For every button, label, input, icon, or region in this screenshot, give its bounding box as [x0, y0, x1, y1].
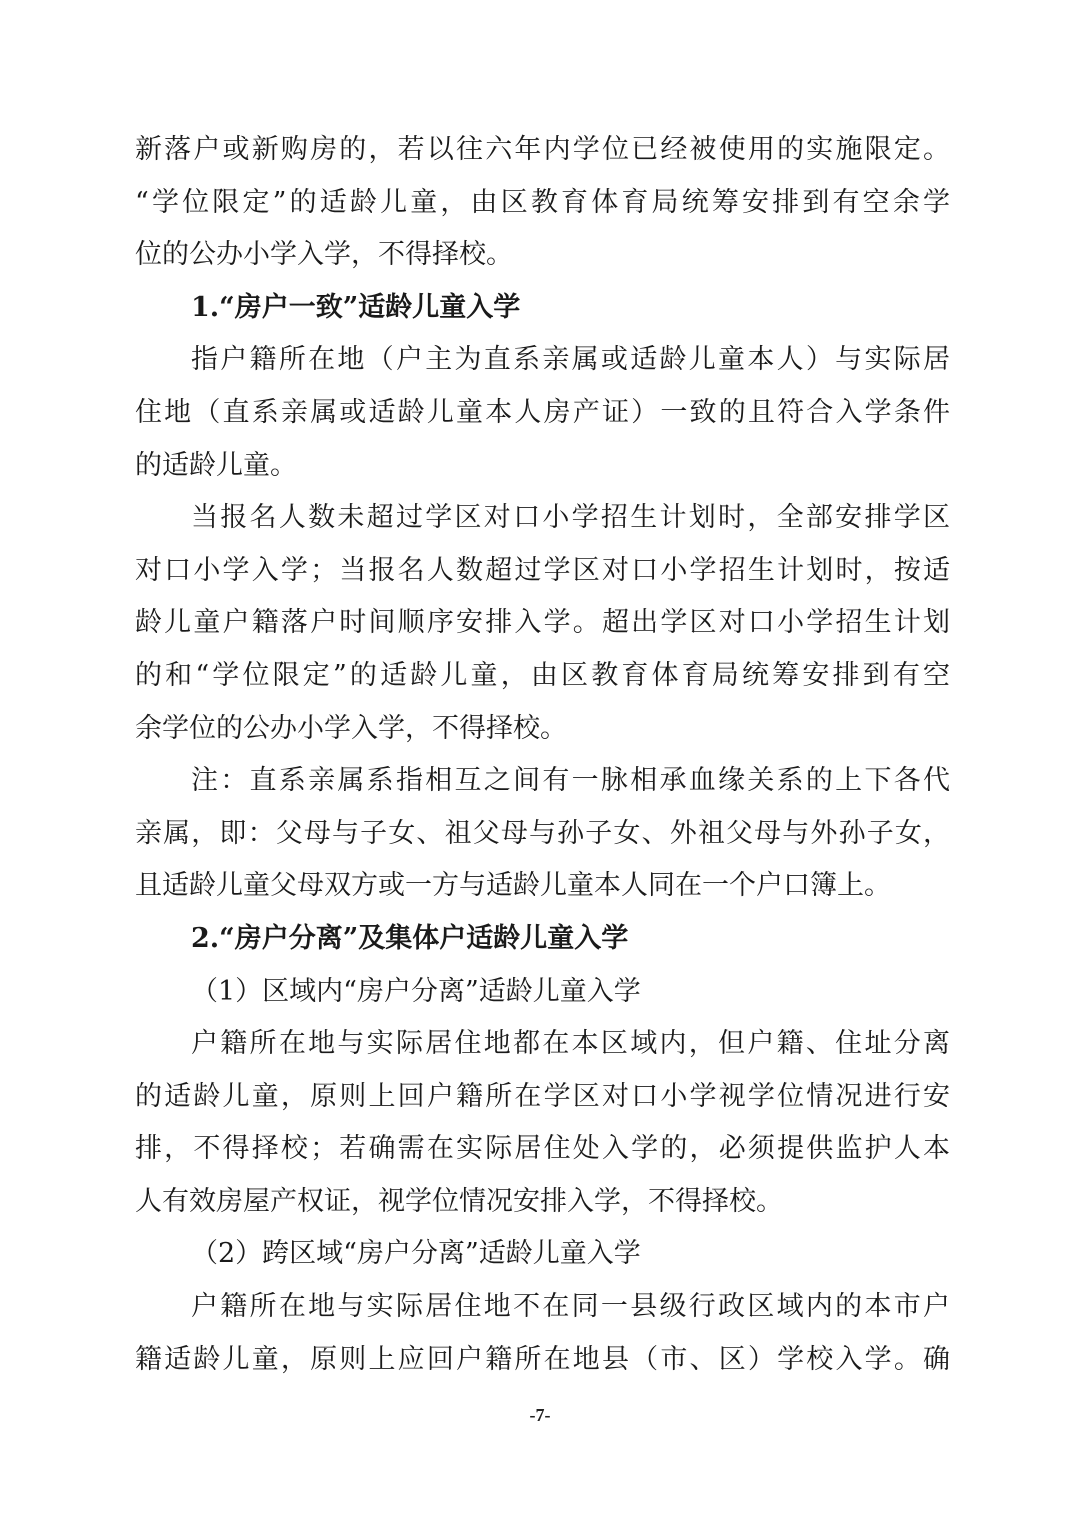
text-line: 户籍所在地与实际居住地都在本区域内，但户籍、住址分离: [191, 1028, 950, 1060]
text-line: 余学位的公办小学入学，不得择校。: [135, 712, 567, 744]
text-line: 且适龄儿童父母双方或一方与适龄儿童本人同在一个户口簿上。: [135, 870, 891, 902]
text-line: 籍适龄儿童，原则上应回户籍所在地县（市、区）学校入学。确: [135, 1343, 950, 1375]
text-line: “学位限定”的适龄儿童，由区教育体育局统筹安排到有空余学: [135, 186, 950, 218]
text-line: 龄儿童户籍落户时间顺序安排入学。超出学区对口小学招生计划: [135, 607, 950, 639]
text-line: 排，不得择校；若确需在实际居住处入学的，必须提供监护人本: [135, 1133, 950, 1165]
text-line: 亲属，即：父母与子女、祖父母与孙子女、外祖父母与外孙子女，: [135, 817, 950, 849]
text-line: 的适龄儿童，原则上回户籍所在学区对口小学视学位情况进行安: [135, 1080, 950, 1112]
document-body: [135, 124, 950, 1386]
text-line: 指户籍所在地（户主为直系亲属或适龄儿童本人）与实际居: [191, 344, 950, 376]
page-number: -7-: [529, 1405, 551, 1425]
text-line: 的和“学位限定”的适龄儿童，由区教育体育局统筹安排到有空: [135, 659, 950, 691]
text-line: 注：直系亲属系指相互之间有一脉相承血缘关系的上下各代: [191, 765, 950, 797]
section-heading: 2.“房户分离”及集体户适龄儿童入学: [191, 922, 629, 954]
text-line: （1）区域内“房户分离”适龄儿童入学: [191, 975, 641, 1007]
text-line: 新落户或新购房的，若以往六年内学位已经被使用的实施限定。: [135, 134, 950, 165]
text-line: 当报名人数未超过学区对口小学招生计划时，全部安排学区: [191, 502, 950, 534]
text-line: 户籍所在地与实际居住地不在同一县级行政区域内的本市户: [191, 1291, 950, 1323]
text-line: 对口小学入学；当报名人数超过学区对口小学招生计划时，按适: [135, 554, 950, 586]
text-line: 住地（直系亲属或适龄儿童本人房产证）一致的且符合入学条件: [135, 396, 950, 428]
text-line: 人有效房屋产权证，视学位情况安排入学，不得择校。: [135, 1185, 783, 1217]
section-heading: 1.“房户一致”适龄儿童入学: [191, 291, 521, 323]
text-line: （2）跨区域“房户分离”适龄儿童入学: [191, 1238, 641, 1270]
text-line: 的适龄儿童。: [135, 449, 297, 481]
text-line: 位的公办小学入学，不得择校。: [135, 239, 513, 271]
